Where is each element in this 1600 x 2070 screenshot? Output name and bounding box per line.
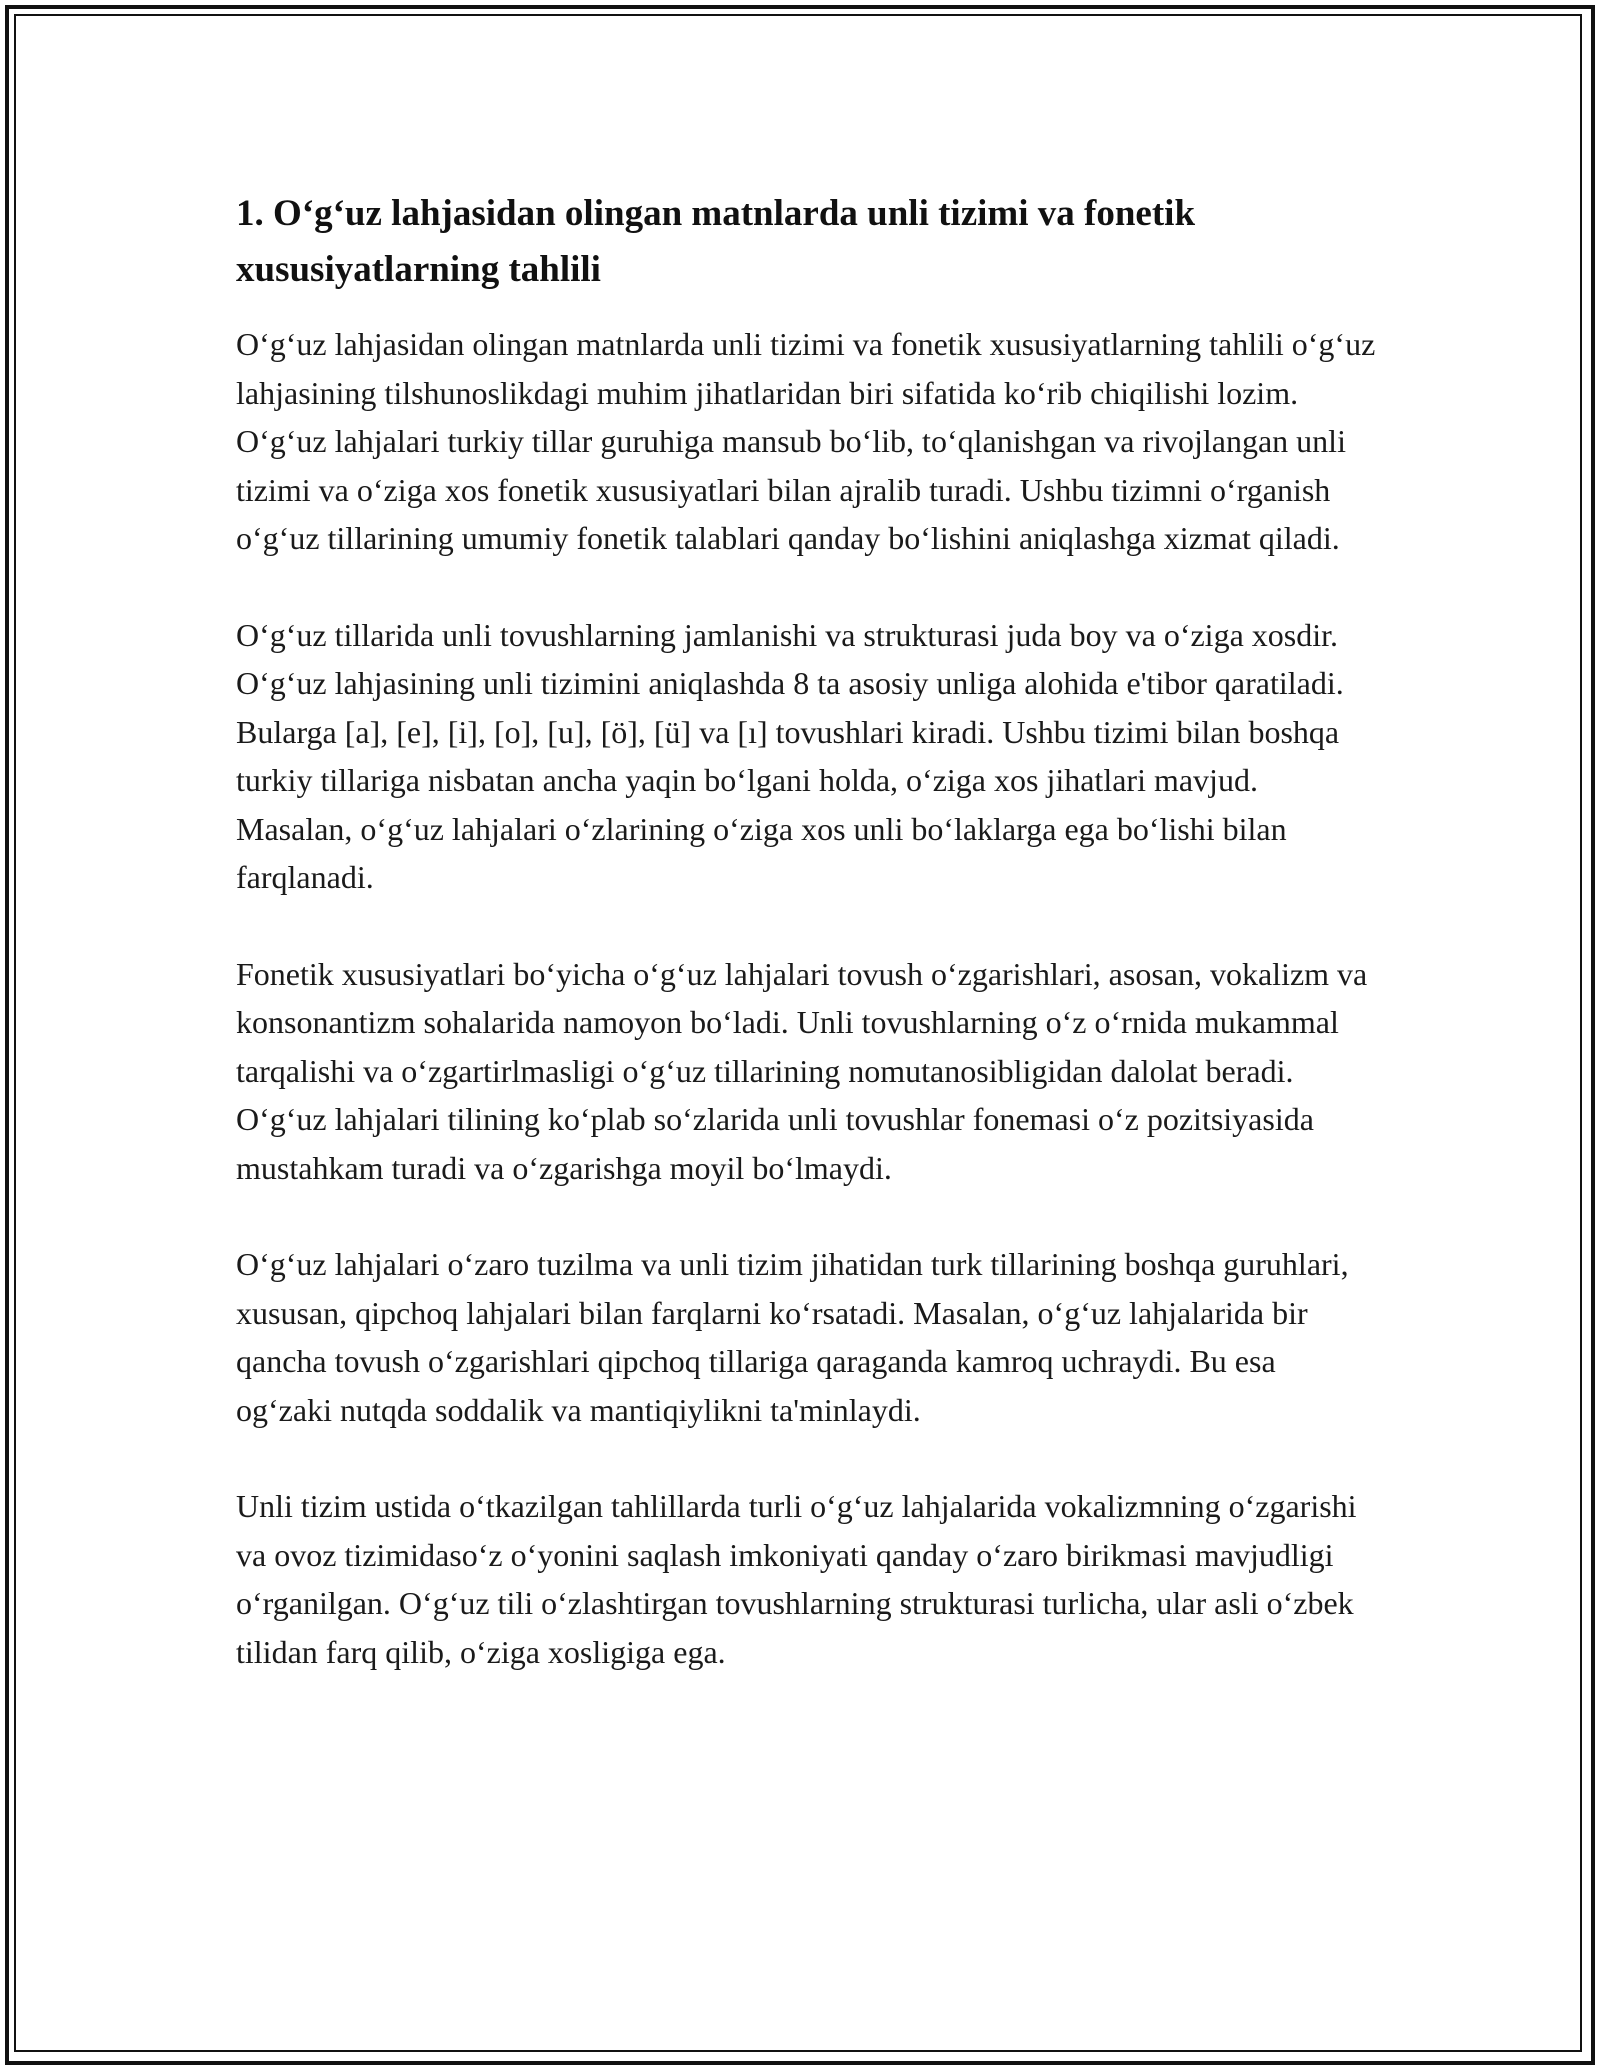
paragraph: Fonetik xususiyatlari bo‘yicha o‘g‘uz lahjalari tovush o‘zgarishlari, asosan, vokalizm va konsonantizm sohalarida namoyon bo‘ladi. Unli tovushlarning o‘z o‘rnida mukammal tarqalishi va o‘zgartirlmasligi o‘g‘uz tillarining nomutanosibligidan dalolat beradi. O‘g‘uz lahjalari tilining ko‘plab so‘zlarida unli tovushlar fonemasi o‘z pozitsiyasida mustahkam turadi va o‘zgarishga moyil bo‘lmaydi. (236, 955, 1368, 1186)
document-body (236, 186, 1376, 1724)
paragraph: O‘g‘uz lahjasidan olingan matnlarda unli tizimi va fonetik xususiyatlarning tahlili o‘g‘uz lahjasining tilshunoslikdagi muhim jihatlaridan biri sifatida ko‘rib chiqilishi lozim. O‘g‘uz lahjalari turkiy tillar guruhiga mansub bo‘lib, to‘qlanishgan va rivojlangan unli tizimi va o‘ziga xos fonetik xususiyatlari bilan ajralib turadi. Ushbu tizimni o‘rganish o‘g‘uz tillarining umumiy fonetik talablari qanday bo‘lishini aniqlashga xizmat qiladi. (236, 326, 1376, 556)
section-title: 1. O‘g‘uz lahjasidan olingan matnlarda unli tizimi va fonetik xususiyatlarning tahlili (236, 193, 1196, 290)
paragraph: O‘g‘uz lahjalari o‘zaro tuzilma va unli tizim jihatidan turk tillarining boshqa guruhlari, xususan, qipchoq lahjalari bilan farqlarni ko‘rsatadi. Masalan, o‘g‘uz lahjalarida bir qancha tovush o‘zgarishlari qipchoq tillariga qaraganda kamroq uchraydi. Bu esa og‘zaki nutqda soddalik va mantiqiylikni ta'minlaydi. (236, 1246, 1349, 1428)
paragraph: O‘g‘uz tillarida unli tovushlarning jamlanishi va strukturasi juda boy va o‘ziga xosdir. O‘g‘uz lahjasining unli tizimini aniqlashda 8 ta asosiy unliga alohida e'tibor qaratiladi. Bularga [a], [e], [i], [o], [u], [ö], [ü] va [ı] tovushlari kiradi. Ushbu tizimi bilan boshqa turkiy tillariga nisbatan ancha yaqin bo‘lgani holda, o‘ziga xos jihatlari mavjud. Masalan, o‘g‘uz lahjalari o‘zlarining o‘ziga xos unli bo‘laklarga ega bo‘lishi bilan farqlanadi. (236, 616, 1344, 895)
paragraph: Unli tizim ustida o‘tkazilgan tahlillarda turli o‘g‘uz lahjalarida vokalizmning o‘zgarishi va ovoz tizimidaso‘z o‘yonini saqlash imkoniyati qanday o‘zaro birikmasi mavjudligi o‘rganilgan. O‘g‘uz tili o‘zlashtirgan tovushlarning strukturasi turlicha, ular asli o‘zbek tilidan farq qilib, o‘ziga xosligiga ega. (236, 1488, 1357, 1670)
